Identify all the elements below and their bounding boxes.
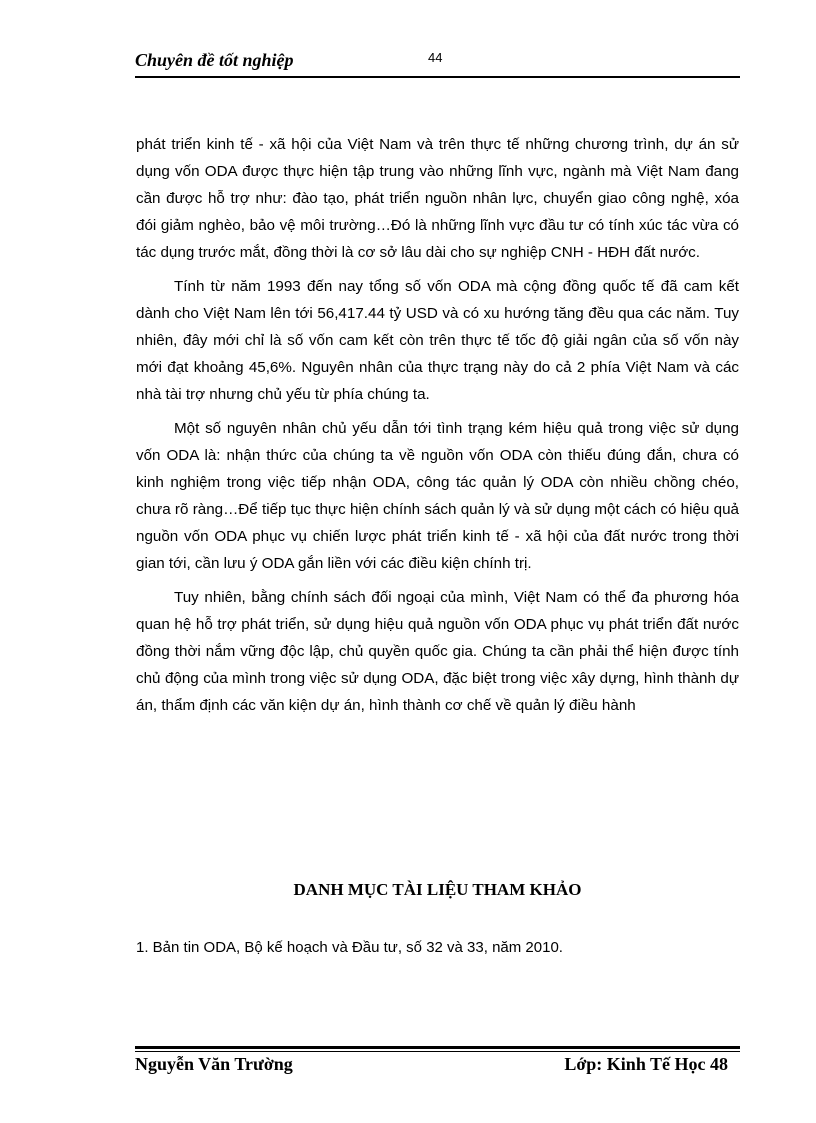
footer-divider-thin	[135, 1051, 740, 1052]
paragraph: Tính từ năm 1993 đến nay tổng số vốn ODA mà cộng đồng quốc tế đã cam kết dành cho Việt Nam lên tới 56,417.44 tỷ USD và có xu hướng tăng đều qua các năm. Tuy nhiên, đây mới chỉ là số vốn cam kết còn trên thực tế tốc độ giải ngân của số vốn này mới đạt khoảng 45,6%. Nguyên nhân của thực trạng này do cả 2 phía Việt Nam và các nhà tài trợ nhưng chủ yếu từ phía chúng ta.	[136, 278, 739, 403]
paragraph: Tuy nhiên, bằng chính sách đối ngoại của mình, Việt Nam có thể đa phương hóa quan hệ hỗ trợ phát triển, sử dụng hiệu quả nguồn vốn ODA phục vụ phát triển đất nước đồng thời nắm vững độc lập, chủ quyền quốc gia. Chúng ta cần phải thể hiện được tính chủ động của mình trong việc sử dụng ODA, đặc biệt trong việc xây dựng, hình thành dự án, thẩm định các văn kiện dự án, hình thành cơ chế về quản lý điều hành	[136, 589, 739, 714]
paragraph: Một số nguyên nhân chủ yếu dẫn tới tình trạng kém hiệu quả trong việc sử dụng vốn ODA là: nhận thức của chúng ta về nguồn vốn ODA còn thiếu đúng đắn, chưa có kinh nghiệm trong việc tiếp nhận ODA, công tác quản lý ODA còn nhiều chồng chéo, chưa rõ ràng…Để tiếp tục thực hiện chính sách quản lý và sử dụng một cách có hiệu quả nguồn vốn ODA phục vụ chiến lược phát triển kinh tế - xã hội của đất nước trong thời gian tới, cần lưu ý ODA gắn liền với các điều kiện chính trị.	[136, 420, 739, 572]
footer-author: Nguyễn Văn Trường	[135, 1054, 293, 1074]
footer-class-label: Lớp: Kinh Tế Học 48	[564, 1054, 728, 1074]
body-text	[136, 131, 739, 726]
reference-item: 1. Bản tin ODA, Bộ kế hoạch và Đầu tư, số 32 và 33, năm 2010.	[136, 939, 563, 956]
page-header	[135, 48, 740, 78]
header-title: Chuyên đề tốt nghiệp	[135, 50, 294, 70]
footer-divider-thick	[135, 1046, 740, 1049]
references-list	[136, 939, 739, 956]
paragraph: phát triển kinh tế - xã hội của Việt Nam và trên thực tế những chương trình, dự án sử dụng vốn ODA được thực hiện tập trung vào những lĩnh vực, ngành mà Việt Nam đang cần được hỗ trợ như: đào tạo, phát triển nguồn nhân lực, chuyển giao công nghệ, xóa đói giảm nghèo, bảo vệ môi trường…Đó là những lĩnh vực đầu tư có tính xúc tác vừa có tác dụng trước mắt, đồng thời là cơ sở lâu dài cho sự nghiệp CNH - HĐH đất nước.	[136, 136, 739, 261]
references-heading: DANH MỤC TÀI LIỆU THAM KHẢO	[293, 880, 582, 899]
page-number: 44	[428, 50, 443, 65]
